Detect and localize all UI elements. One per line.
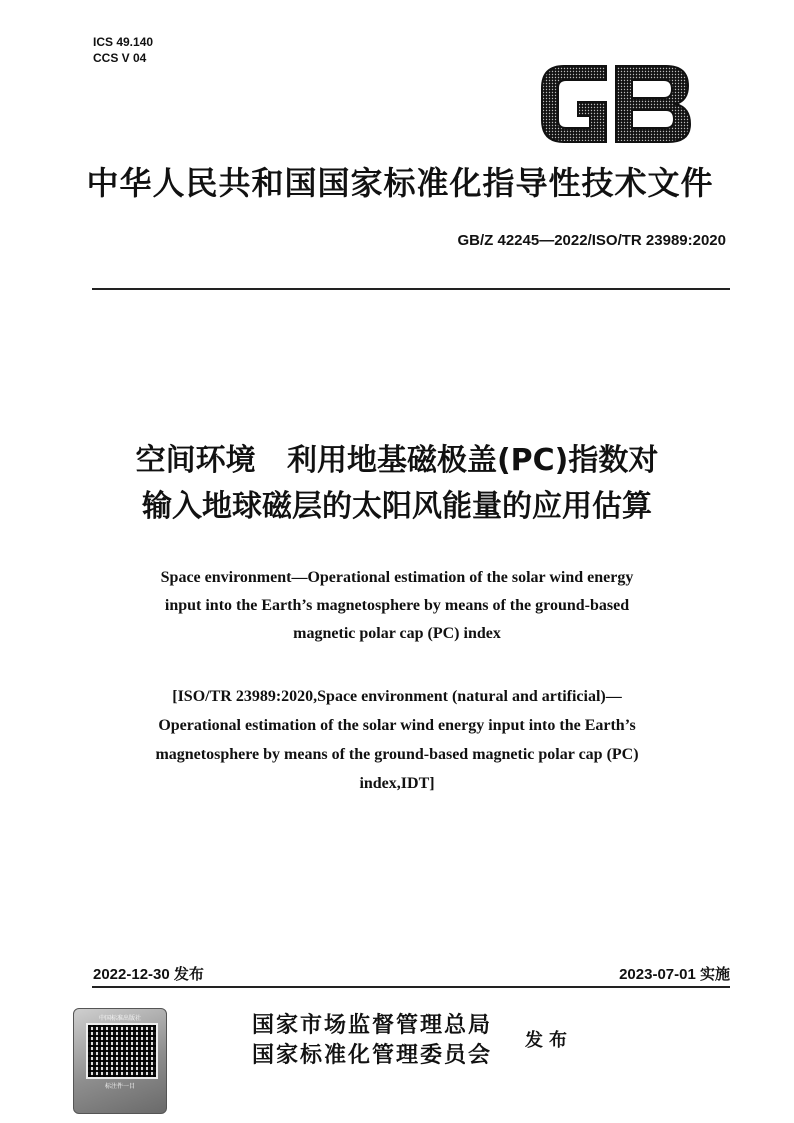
issuing-organizations <box>252 1011 492 1071</box>
iso-reference-line-3: magnetosphere by means of the ground-based magnetic polar cap (PC) <box>155 746 639 763</box>
gb-logo-icon <box>536 58 696 150</box>
issuer-samr: 国家市场监督管理总局 <box>252 1013 493 1038</box>
chinese-title-line-2: 输入地球磁层的太阳风能量的应用估算 <box>142 489 652 524</box>
english-title <box>90 564 704 648</box>
english-title-line-1: Space environment—Operational estimation of the solar wind energy <box>160 569 634 586</box>
iso-reference-line-2: Operational estimation of the solar wind energy input into the Earth’s <box>158 717 636 734</box>
standard-number: GB/Z 42245—2022/ISO/TR 23989:2020 <box>457 232 726 249</box>
implementation-date: 2023-07-01 实施 <box>619 966 730 983</box>
iso-reference-line-1: [ISO/TR 23989:2020,Space environment (natural and artificial)— <box>172 688 622 705</box>
qr-code-icon <box>86 1023 158 1079</box>
ccs-code: CCS V 04 <box>93 51 147 65</box>
english-title-line-2: input into the Earth’s magnetosphere by means of the ground-based <box>164 597 630 614</box>
chinese-title-line-1: 空间环境 利用地基磁极盖(PC)指数对 <box>135 443 659 478</box>
publish-label: 发布 <box>525 1030 573 1051</box>
stamp-label: 中国标准出版社 <box>98 1015 141 1022</box>
issue-date: 2022-12-30 发布 <box>93 966 204 983</box>
stamp-id: 标注件一目 <box>104 1083 135 1090</box>
bottom-divider <box>92 986 730 988</box>
issuer-sac: 国家标准化管理委员会 <box>252 1043 493 1068</box>
english-title-line-3: magnetic polar cap (PC) index <box>293 625 501 642</box>
issuing-authority-title: 中华人民共和国国家标准化指导性技术文件 <box>86 164 714 202</box>
top-divider <box>92 288 730 290</box>
iso-reference <box>90 682 704 798</box>
chinese-title <box>40 438 754 530</box>
ics-code: ICS 49.140 <box>93 35 154 49</box>
iso-reference-line-4: index,IDT] <box>359 775 435 792</box>
classification-codes <box>93 34 153 66</box>
anti-counterfeit-stamp <box>73 1008 167 1114</box>
